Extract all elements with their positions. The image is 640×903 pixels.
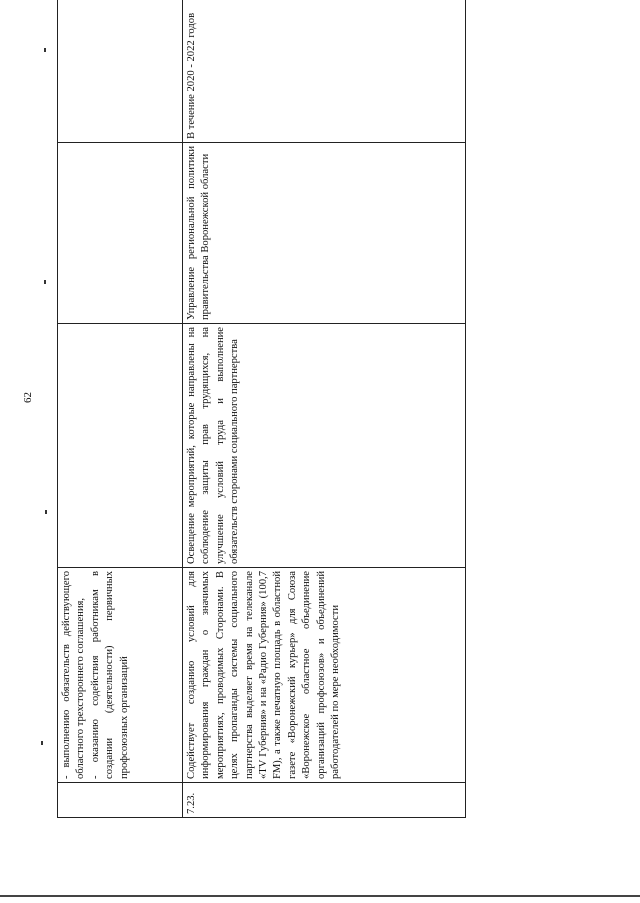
rotated-table-container <box>57 12 455 818</box>
table-row <box>58 0 183 818</box>
scan-mark <box>41 741 43 745</box>
scan-mark <box>45 510 47 514</box>
row2-measure-cell: Содействует созданию условий для информирования граждан о значимых мероприятиях, проводимых Сторонами. В целях пропаганды системы социального партнерства выделяет время на телеканале «TV Губерния» и на «Радио Губерния» (100,7 FM), а также печатную площадь в областной газете «Воронежский курьер» для Союза «Воронежское областное объединение организаций профсоюзов» и объединений работодателей по мере необходимости <box>183 568 466 783</box>
row2-number-cell: 7.23. <box>183 783 466 818</box>
row1-deadline-cell <box>58 0 183 143</box>
row1-measure-cell <box>58 568 183 783</box>
row1-measure-item-1: - выполнению обязательств действующего областного трехстороннего соглашения, <box>61 571 87 779</box>
row2-responsible-cell: Управление региональной политики правительства Воронежской области <box>183 143 466 324</box>
page-number: 62 <box>22 392 34 403</box>
row2-deadline-cell: В течение 2020 - 2022 годов <box>183 0 466 143</box>
row2-result-cell: Освещение мероприятий, которые направлены на соблюдение защиты прав трудящихся, на улучшение условий труда и выполнение обязательств сторонами социального партнерства <box>183 324 466 568</box>
row1-responsible-cell <box>58 143 183 324</box>
table-row <box>183 0 466 818</box>
scan-bottom-edge <box>0 895 640 897</box>
row1-number-cell <box>58 783 183 818</box>
row1-result-cell <box>58 324 183 568</box>
scan-mark <box>44 48 46 52</box>
scan-mark <box>44 280 46 284</box>
measures-table <box>57 0 466 818</box>
row1-measure-item-2: - оказанию содействия работникам в создании (деятельности) первичных профсоюзных организаций <box>89 571 130 779</box>
